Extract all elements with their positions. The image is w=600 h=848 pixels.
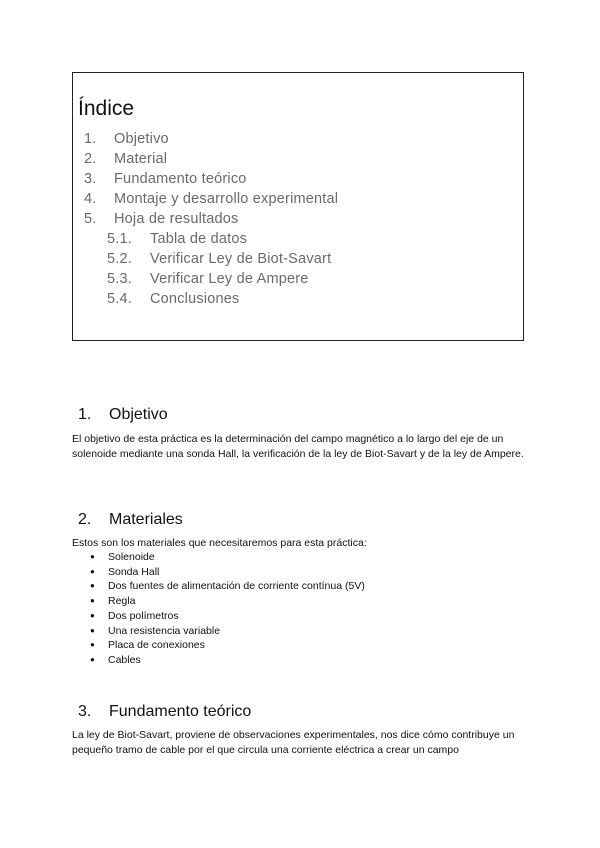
toc-item-number: 5.: [84, 211, 97, 227]
toc-item-label: Conclusiones: [150, 291, 240, 307]
list-item: [90, 624, 365, 639]
bullet-icon: ●: [90, 654, 95, 664]
section-title: Objetivo: [109, 406, 168, 423]
objetivo-paragraph: El objetivo de esta práctica es la determinación del campo magnético a lo largo del eje de un solenoide mediante una sonda Hall, la verificación de la ley de Biot-Savart y de la ley de Ampere.: [72, 433, 524, 460]
toc-item-label: Material: [114, 151, 168, 167]
toc-item-number: 5.1.: [107, 231, 132, 247]
section-heading-fundamento: [78, 703, 251, 721]
materiales-intro: Estos son los materiales que necesitaremos para esta práctica:: [72, 537, 367, 549]
toc-item-label: Objetivo: [114, 131, 169, 147]
section-heading-materiales: [78, 511, 183, 529]
list-item-text: Solenoide: [108, 551, 155, 563]
toc-item-number: 4.: [84, 191, 97, 207]
bullet-icon: ●: [90, 640, 95, 650]
list-item: [90, 609, 365, 624]
list-item-text: Dos fuentes de alimentación de corriente contínua (5V): [108, 580, 365, 593]
toc-item-label: Montaje y desarrollo experimental: [114, 191, 339, 207]
list-item: [90, 638, 365, 653]
list-item: [90, 550, 365, 565]
section-heading-objetivo: [78, 406, 168, 424]
bullet-icon: ●: [90, 625, 95, 635]
list-item: [90, 594, 365, 609]
bullet-icon: ●: [90, 566, 95, 576]
list-item-text: Dos polímetros: [108, 609, 179, 622]
toc-item-label: Hoja de resultados: [114, 211, 239, 227]
bullet-icon: ●: [90, 552, 95, 561]
list-item: [90, 653, 365, 668]
toc-item-label: Fundamento teórico: [114, 171, 247, 187]
toc-item-label: Verificar Ley de Biot-Savart: [150, 251, 332, 267]
toc-item-number: 3.: [84, 171, 97, 187]
section-number: 1.: [78, 406, 92, 423]
toc-item-number: 1.: [84, 131, 97, 147]
section-number: 3.: [78, 703, 92, 720]
bullet-icon: ●: [90, 610, 95, 620]
table-of-contents: [72, 72, 524, 341]
list-item-text: Sonda Hall: [108, 565, 160, 578]
section-number: 2.: [78, 511, 92, 528]
toc-item-label: Tabla de datos: [150, 231, 248, 247]
list-item-text: Una resistencia variable: [108, 624, 221, 637]
materials-list: [90, 550, 365, 668]
list-item-text: Cables: [108, 653, 141, 666]
fundamento-paragraph: La ley de Biot-Savart, proviene de observaciones experimentales, nos dice cómo contribuye un pequeño tramo de cable por el que circula una corriente eléctrica a crear un campo: [72, 729, 515, 756]
bullet-icon: ●: [90, 596, 95, 606]
toc-item-number: 5.3.: [107, 271, 132, 287]
list-item-text: Placa de conexiones: [108, 639, 205, 652]
toc-item-number: 2.: [84, 151, 97, 167]
list-item: [90, 565, 365, 580]
toc-item-label: Verificar Ley de Ampere: [150, 271, 309, 287]
toc-title: Índice: [78, 97, 135, 120]
list-item: [90, 579, 365, 594]
section-title: Fundamento teórico: [109, 703, 252, 720]
toc-item-number: 5.4.: [107, 291, 132, 307]
list-item-text: Regla: [108, 595, 136, 608]
bullet-icon: ●: [90, 581, 95, 591]
toc-item-number: 5.2.: [107, 251, 132, 267]
section-title: Materiales: [109, 511, 183, 528]
